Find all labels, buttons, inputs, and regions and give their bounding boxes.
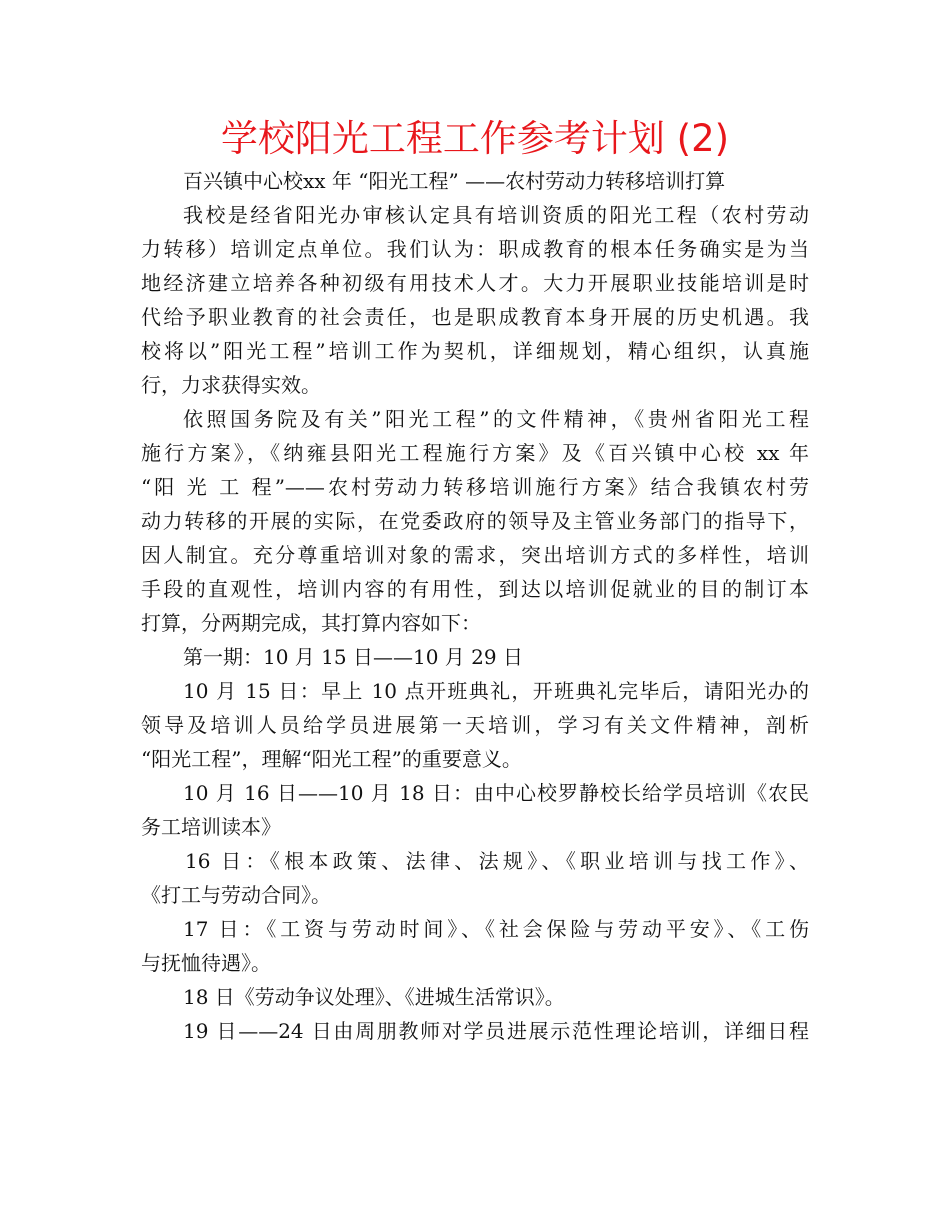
document-title: 学校阳光工程工作参考计划 (2) [220, 117, 730, 160]
text-line: 行，力求获得实效。 [141, 373, 321, 397]
text-line: 动力转移的开展的实际，在党委政府的领导及主管业务部门的指导下， [141, 509, 809, 533]
text-line: 16 日：《根本政策、法律、法规》、《职业培训与找工作》、 [185, 849, 809, 873]
text-line: 我校是经省阳光办审核认定具有培训资质的阳光工程（农村劳动 [183, 203, 809, 227]
document-body [141, 164, 809, 1048]
text-line: “阳光工程”，理解“阳光工程”的重要意义。 [141, 747, 522, 771]
text-line: 力转移）培训定点单位。我们认为：职成教育的根本任务确实是为当 [141, 237, 809, 261]
text-line: 第一期：10 月 15 日——10 月 29 日 [183, 645, 523, 669]
text-line: 10 月 16 日——10 月 18 日：由中心校罗静校长给学员培训《农民 [183, 781, 809, 805]
text-line: 施行方案》，《纳雍县阳光工程施行方案》及《百兴镇中心校 xx 年 [141, 441, 809, 465]
text-line: 因人制宜。充分尊重培训对象的需求，突出培训方式的多样性，培训 [141, 543, 809, 567]
text-line: “阳 光 工 程”——农村劳动力转移培训施行方案》结合我镇农村劳 [141, 475, 809, 499]
text-line: 《打工与劳动合同》。 [141, 883, 331, 907]
text-line: 依照国务院及有关”阳光工程”的文件精神，《贵州省阳光工程 [183, 407, 809, 431]
text-line: 代给予职业教育的社会责任，也是职成教育本身开展的历史机遇。我 [141, 305, 809, 329]
text-line: 领导及培训人员给学员进展第一天培训，学习有关文件精神，剖析 [141, 713, 809, 737]
text-line: 地经济建立培养各种初级有用技术人才。大力开展职业技能培训是时 [141, 271, 809, 295]
text-line: 务工培训读本》 [141, 815, 281, 839]
text-line: 百兴镇中心校xx 年 “阳光工程” ——农村劳动力转移培训打算 [183, 169, 726, 193]
text-line: 与抚恤待遇》。 [141, 951, 271, 975]
text-line: 打算，分两期完成，其打算内容如下： [141, 611, 481, 635]
text-line: 10 月 15 日：早上 10 点开班典礼，开班典礼完毕后，请阳光办的 [183, 679, 809, 703]
text-line: 19 日——24 日由周朋教师对学员进展示范性理论培训，详细日程 [183, 1019, 809, 1043]
text-line: 18 日《劳动争议处理》、《进城生活常识》。 [183, 985, 565, 1009]
text-line: 手段的直观性，培训内容的有用性，到达以培训促就业的目的制订本 [141, 577, 809, 601]
text-line: 17 日：《工资与劳动时间》、《社会保险与劳动平安》、《工伤 [183, 917, 809, 941]
text-line: 校将以”阳光工程”培训工作为契机，详细规划，精心组织，认真施 [141, 339, 809, 363]
